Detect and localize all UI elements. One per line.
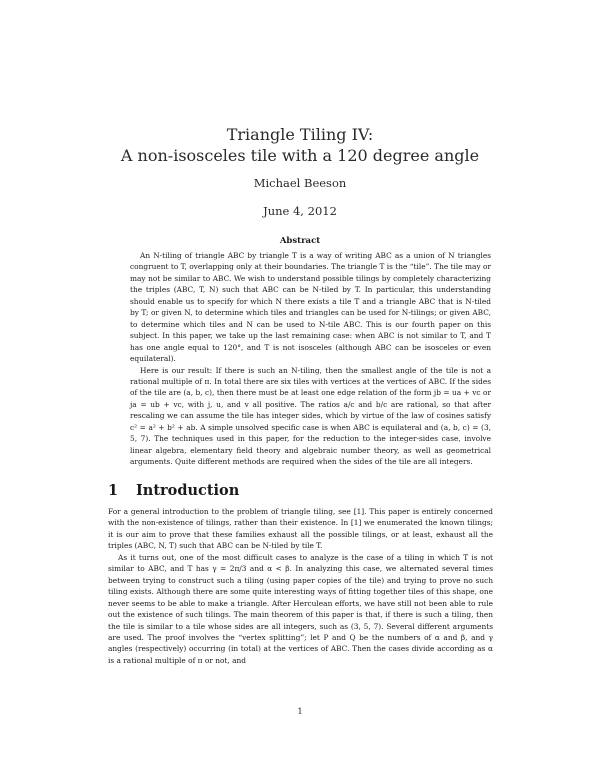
section-number: 1 [108,482,119,499]
abstract [130,250,491,468]
author-name: Michael Beeson [253,176,347,190]
intro-paragraph-2: As it turns out, one of the most difficult cases to analyze is the case of a tiling in which T is not similar to ABC, and T has γ = 2π/3 and α < β. In analyzing this case, we alternated several times between trying to construct such a tiling (using paper copies of the tile) and trying to prove no such tiling exists. Although there are some quite interesting ways of fitting together tiles of this shape, one never seems to be able to make a triangle. After Herculean efforts, we have still not been able to rule out the existence of such tilings. The main theorem of this paper is that, if there is such a tiling, then the tile is similar to a tile whose sides are all integers, such as (3, 5, 7). Several different arguments are used. The proof involves the “vertex splitting”; let P and Q be the numbers of α and β, and γ angles (respectively) occurring (in total) at the vertices of ABC. Then the cases divide according as α is a rational multiple of π or not, and [108,552,493,665]
abstract-paragraph-1: An N-tiling of triangle ABC by triangle T is a way of writing ABC as a union of N triangles congruent to T, overlapping only at their boundaries. The triangle T is the “tile”. The tile may or may not be similar to ABC. We wish to understand possible tilings by completely characterizing the triples (ABC, T, N) such that ABC can be N-tiled by T. In particular, this understanding should enable us to specify for which N there exists a tile T and a triangle ABC that is N-tiled by T; or given N, to determine which tiles and triangles can be used for N-tilings; or given ABC, to determine which tiles and N can be used to N-tile ABC. This is our fourth paper on this subject. In this paper, we take up the last remaining case: when ABC is not similar to T, and T has one angle equal to 120°, and T is not isosceles (although ABC can be isosceles or even equilateral). [130,251,491,364]
section-heading [108,482,239,499]
publication-date: June 4, 2012 [263,204,337,218]
abstract-paragraph-2: Here is our result: If there is such an N-tiling, then the smallest angle of the tile is not a rational multiple of π. In total there are six tiles with vertices at the vertices of ABC. If the sides of the tile are (a, b, c), then there must be at least one edge relation of the form jb = ua + vc or ja = ub + vc, with j, u, and v all positive. The ratios a/c and b/c are rational, so that after rescaling we can assume the tile has integer sides, which by virtue of the law of cosines satisfy c² = a² + b² + ab. A simple unsolved specific case is when ABC is equilateral and (a, b, c) = (3, 5, 7). The techniques used in this paper, for the reduction to the integer-sides case, involve linear algebra, elementary field theory and algebraic number theory, as well as geometrical arguments. Quite different methods are required when the sides of the tile are all integers. [130,365,491,467]
page-number: 1 [297,707,303,716]
paper-title [0,124,600,166]
section-title: Introduction [136,482,240,499]
title-line-1: Triangle Tiling IV: [226,125,374,144]
introduction-body [108,506,493,666]
intro-paragraph-1: For a general introduction to the problem of triangle tiling, see [1]. This paper is entirely concerned with the non-existence of tilings, rather than their existence. In [1] we enumerated the known tilings; it is our aim to prove that these families exhaust all the possible tilings, or at least, exhaust all the triples (ABC, N, T) such that ABC can be N-tiled by tile T. [108,507,493,551]
abstract-heading: Abstract [279,236,321,246]
title-line-2: A non-isosceles tile with a 120 degree angle [120,146,480,165]
